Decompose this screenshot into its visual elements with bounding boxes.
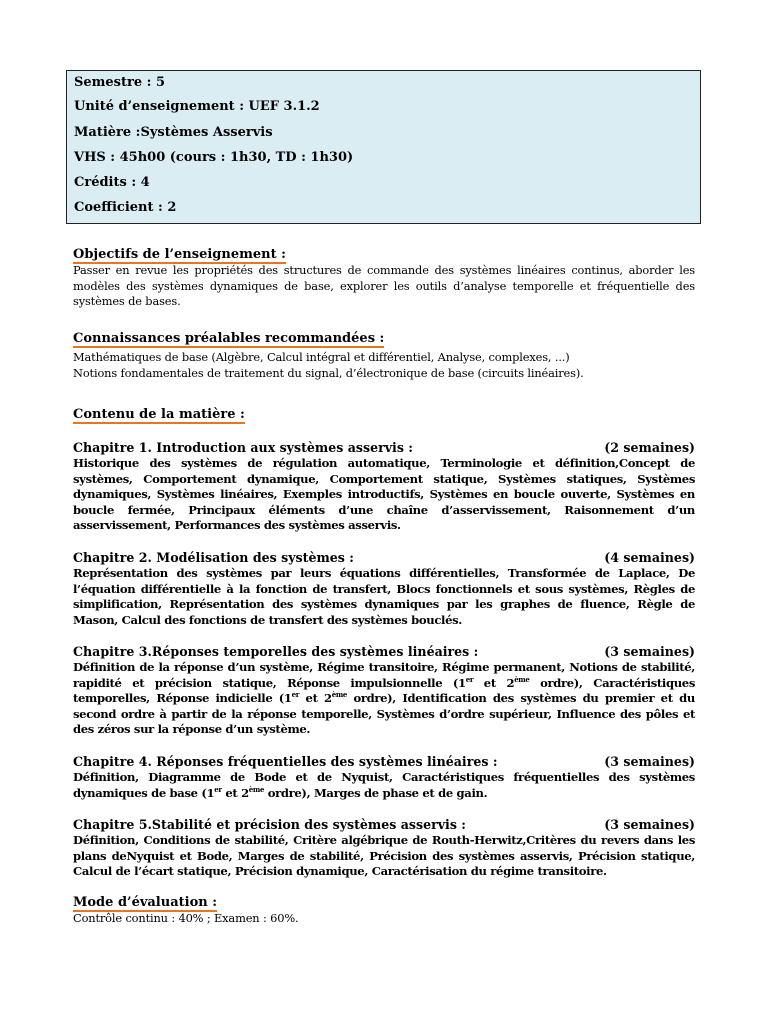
body-text: et 2 xyxy=(221,785,249,800)
body-text: et 2 xyxy=(473,675,515,690)
superscript: er xyxy=(214,784,222,794)
chapter-1-title xyxy=(73,440,695,455)
superscript: ème xyxy=(514,674,530,684)
unite-line: Unité d’enseignement : UEF 3.1.2 xyxy=(74,99,320,114)
chapter-1-body: Historique des systèmes de régulation automatique, Terminologie et définition,Concept de systèmes, Comportement dynamique, Comportement statique, Systèmes statiques, Systèmes dynamiques, Systèmes linéaires, Exemples introductifs, Systèmes en boucle ouverte, Systèmes en boucle fermée, Principaux éléments d’une chaîne d’asservissement, Raisonnement d’un asservissement, Performances des systèmes asservis. xyxy=(73,456,695,533)
connaissances-line-2: Notions fondamentales de traitement du signal, d’électronique de base (circuits linéaires). xyxy=(73,366,584,380)
chapter-duration: (4 semaines) xyxy=(604,550,695,565)
body-text: Définition, Diagramme de Bode et de Nyquist, Caractéristiques fréquentielles des systèmes dynamiques de base (1 xyxy=(73,770,695,800)
body-text: ordre), Marges de phase et de gain. xyxy=(264,785,488,800)
body-text: ordre), Caractéristiques temporelles, Réponse indicielle (1 xyxy=(73,675,696,706)
chapter-duration: (2 semaines) xyxy=(604,440,695,455)
chapter-title-text: Chapitre 5.Stabilité et précision des systèmes asservis : xyxy=(73,817,466,832)
semestre-line: Semestre : 5 xyxy=(74,75,166,90)
objectifs-heading: Objectifs de l’enseignement : xyxy=(73,247,286,262)
chapter-duration: (3 semaines) xyxy=(604,754,695,769)
chapter-2-body: Représentation des systèmes par leurs équations différentielles, Transformée de Laplace, De l’équation différentielle à la fonction de transfert, Blocs fonctionnels et sous systèmes, Règles de simplification, Représentation des systèmes dynamiques par les graphes de fluence, Règle de Mason, Calcul des fonctions de transfert des systèmes bouclés. xyxy=(73,566,695,627)
course-info-box xyxy=(66,70,701,224)
vhs-line: VHS : 45h00 (cours : 1h30, TD : 1h30) xyxy=(74,150,354,165)
chapter-duration: (3 semaines) xyxy=(604,644,695,659)
evaluation-text: Contrôle continu : 40% ; Examen : 60%. xyxy=(73,911,299,925)
chapter-title-text: Chapitre 3.Réponses temporelles des systèmes linéaires : xyxy=(73,644,479,659)
matiere-line: Matière :Systèmes Asservis xyxy=(74,125,273,140)
superscript: ème xyxy=(331,690,348,700)
chapter-5-title xyxy=(73,817,695,832)
chapter-3-title xyxy=(73,644,695,659)
chapter-4-title xyxy=(73,754,695,769)
body-text: et 2 xyxy=(299,691,332,706)
superscript: ème xyxy=(248,784,265,794)
superscript: er xyxy=(291,690,300,700)
connaissances-line-1: Mathématiques de base (Algèbre, Calcul intégral et différentiel, Analyse, complexes, ...) xyxy=(73,350,570,364)
superscript: er xyxy=(465,674,474,684)
chapter-3-body xyxy=(73,660,695,738)
credits-line: Crédits : 4 xyxy=(74,175,150,190)
contenu-heading: Contenu de la matière : xyxy=(73,407,245,422)
chapter-5-body: Définition, Conditions de stabilité, Critère algébrique de Routh-Herwitz,Critères du revers dans les plans deNyquist et Bode, Marges de stabilité, Précision des systèmes asservis, Précision statique, Calcul de l’écart statique, Précision dynamique, Caractérisation du régime transitoire. xyxy=(73,833,695,879)
chapter-title-text: Chapitre 4. Réponses fréquentielles des systèmes linéaires : xyxy=(73,754,498,769)
chapter-2-title xyxy=(73,550,695,565)
coefficient-line: Coefficient : 2 xyxy=(74,200,177,215)
chapter-4-body xyxy=(73,770,695,801)
chapter-title-text: Chapitre 2. Modélisation des systèmes : xyxy=(73,550,354,565)
chapter-duration: (3 semaines) xyxy=(604,817,695,832)
objectifs-text: Passer en revue les propriétés des structures de commande des systèmes linéaires continus, aborder les modèles des systèmes dynamiques de base, explorer les outils d’analyse temporelle et fréquentielle des systèmes de bases. xyxy=(73,263,695,309)
connaissances-heading: Connaissances préalables recommandées : xyxy=(73,331,385,346)
body-text: Définition de la réponse d’un système, Régime transitoire, Régime permanent, Notions de stabilité, rapidité et précision statique, Réponse impulsionnelle (1 xyxy=(73,660,695,690)
chapter-title-text: Chapitre 1. Introduction aux systèmes asservis : xyxy=(73,440,413,455)
evaluation-heading: Mode d’évaluation : xyxy=(73,895,218,910)
body-text: ordre), Identification des systèmes du premier et du second ordre à partir de la réponse temporelle, Systèmes d’ordre supérieur, Influence des pôles et des zéros sur la réponse d’un système. xyxy=(73,691,695,737)
